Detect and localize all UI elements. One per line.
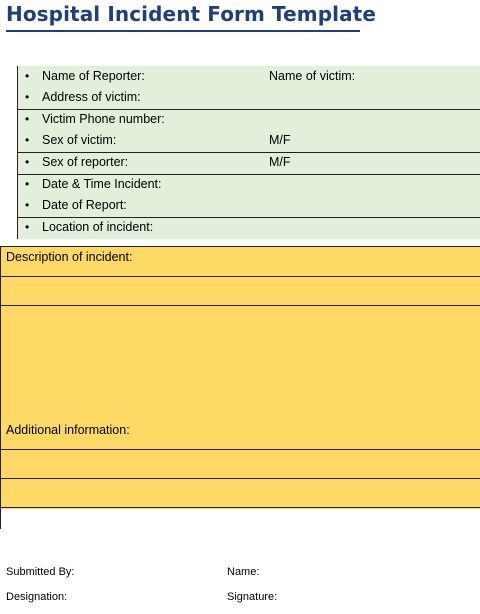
description-field[interactable] xyxy=(1,277,480,305)
victim-phone-label: Victim Phone number: xyxy=(42,112,165,126)
additional-info-field[interactable] xyxy=(1,450,480,478)
incident-datetime-label: Date & Time Incident: xyxy=(42,177,162,191)
bullet-icon: • xyxy=(25,220,30,234)
incident-section xyxy=(0,246,480,509)
title-underline xyxy=(6,30,360,32)
signature-label: Signature: xyxy=(227,591,278,603)
bullet-icon: • xyxy=(25,90,30,104)
details-row xyxy=(17,174,480,195)
incident-location-label: Location of incident: xyxy=(42,220,154,234)
details-row xyxy=(17,217,480,238)
details-row xyxy=(17,130,480,151)
details-row xyxy=(17,66,480,87)
reporter-sex-options: M/F xyxy=(269,155,291,169)
name-label: Name: xyxy=(227,566,260,578)
details-row xyxy=(17,152,480,173)
additional-info-field[interactable] xyxy=(1,479,480,507)
report-date-label: Date of Report: xyxy=(42,198,127,212)
details-row xyxy=(17,109,480,130)
reporter-name-label: Name of Reporter: xyxy=(42,69,145,83)
bullet-icon: • xyxy=(25,198,30,212)
form-title: Hospital Incident Form Template xyxy=(6,2,377,26)
bullet-icon: • xyxy=(25,133,30,147)
victim-address-label: Address of victim: xyxy=(42,90,141,104)
victim-sex-label: Sex of victim: xyxy=(42,133,117,147)
submitted-by-label: Submitted By: xyxy=(6,566,75,578)
description-label: Description of incident: xyxy=(6,250,133,264)
details-section xyxy=(17,66,480,239)
additional-info-label: Additional information: xyxy=(6,423,130,437)
bullet-icon: • xyxy=(25,155,30,169)
row-divider xyxy=(0,507,480,508)
bullet-icon: • xyxy=(25,112,30,126)
victim-name-label: Name of victim: xyxy=(269,69,356,83)
designation-label: Designation: xyxy=(6,591,68,603)
bullet-icon: • xyxy=(25,69,30,83)
reporter-sex-label: Sex of reporter: xyxy=(42,155,129,169)
bullet-icon: • xyxy=(25,177,30,191)
details-row xyxy=(17,195,480,216)
victim-sex-options: M/F xyxy=(269,133,291,147)
details-row xyxy=(17,87,480,108)
description-area[interactable] xyxy=(1,306,480,418)
